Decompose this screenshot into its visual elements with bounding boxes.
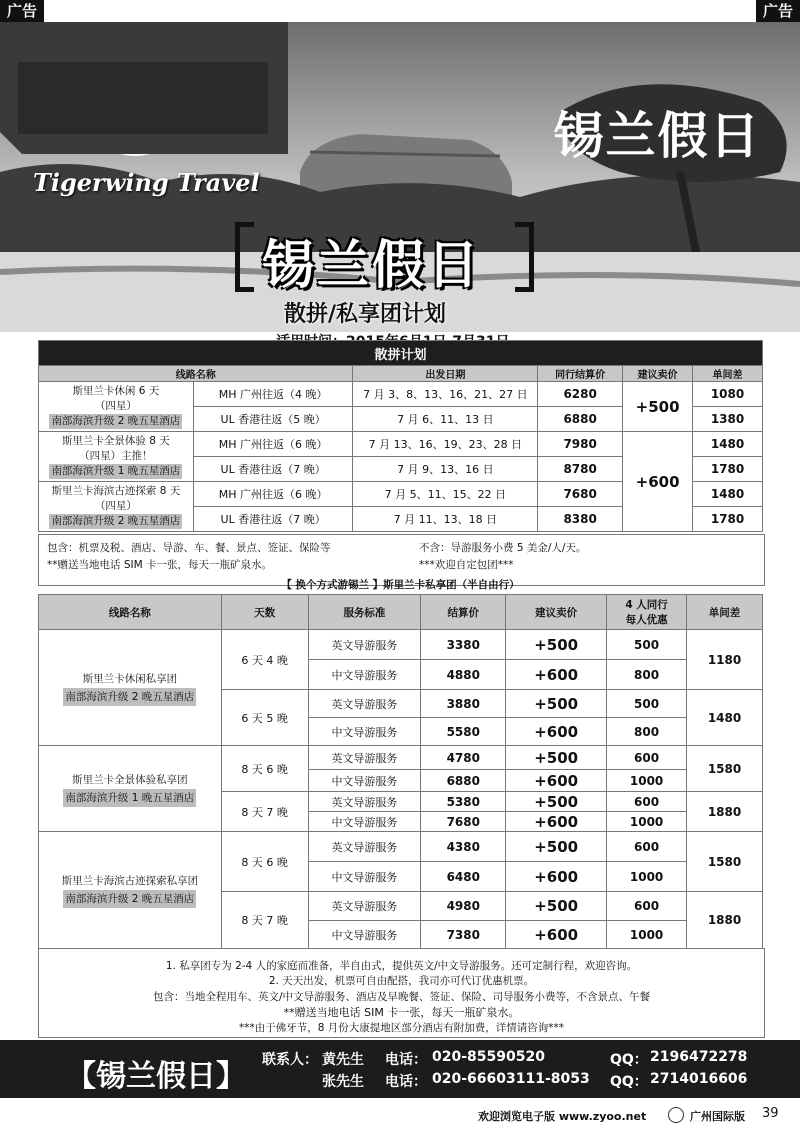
price-cell: 5580 [421, 718, 506, 746]
edition-text: 广州国际版 [690, 1110, 745, 1123]
table-row [39, 832, 763, 862]
main-title: 锡兰假日 [262, 236, 483, 296]
note-include: 包含：当地全程用车、英文/中文导游服务、酒店及早晚餐、签证、保险、司导服务小费等，不含景点、午餐 [152, 991, 651, 1003]
single-cell: 1780 [693, 507, 763, 532]
service-cell: 中文导游服务 [308, 921, 421, 949]
qq-2: 2714016606 [650, 1071, 748, 1087]
service-cell: 英文导游服务 [308, 832, 421, 862]
flight-cell: MH 广州往返（6 晚） [193, 482, 353, 507]
price-cell: 8780 [538, 457, 623, 482]
table-row [39, 746, 763, 770]
header-price: 同行结算价 [538, 366, 623, 382]
price-cell: 6480 [421, 862, 506, 892]
gift-text: **赠送当地电话 SIM 卡一张，每天一瓶矿泉水。 [47, 559, 272, 571]
flight-cell: UL 香港往返（7 晚） [193, 457, 353, 482]
table-row [39, 432, 763, 457]
exclude-text: 不含：导游服务小费 5 美金/人/天。 [419, 542, 587, 554]
price-cell: 7980 [538, 432, 623, 457]
price-cell: 7680 [538, 482, 623, 507]
markup-cell: +600 [506, 660, 607, 690]
markup-cell: +600 [506, 862, 607, 892]
ad-label-left: 广告 [0, 0, 44, 22]
note-gift: **赠送当地电话 SIM 卡一张，每天一瓶矿泉水。 [283, 1006, 520, 1019]
markup-cell: +500 [623, 382, 693, 432]
single-cell: 1480 [693, 482, 763, 507]
price-cell: 6880 [421, 770, 506, 792]
header-days: 天数 [221, 595, 308, 630]
title-banner [0, 22, 288, 154]
qq-label-1: QQ： [610, 1052, 648, 1068]
markup-cell: +500 [506, 630, 607, 660]
include-text: 包含：机票及税、酒店、导游、车、餐、景点、签证、保险等 [47, 542, 331, 554]
price-cell: 3880 [421, 690, 506, 718]
qq-1: 2196472278 [650, 1049, 748, 1065]
header-markup: 建议卖价 [506, 595, 607, 630]
markup-cell: +600 [506, 718, 607, 746]
service-cell: 英文导游服务 [308, 690, 421, 718]
phone-1: 020-85590520 [432, 1049, 545, 1065]
qq-label-2: QQ： [610, 1074, 648, 1090]
header-route: 线路名称 [39, 595, 222, 630]
discount-cell: 600 [607, 892, 687, 921]
banner-title: 锡兰假日 [553, 107, 762, 165]
price-cell: 4980 [421, 892, 506, 921]
price-cell: 8380 [538, 507, 623, 532]
markup-cell: +600 [506, 770, 607, 792]
price-cell: 4380 [421, 832, 506, 862]
date-cell: 7 月 5、11、15、22 日 [353, 482, 538, 507]
single-cell: 1180 [687, 630, 763, 690]
markup-cell: +500 [506, 690, 607, 718]
date-cell: 7 月 11、13、18 日 [353, 507, 538, 532]
route-cell: 斯里兰卡海滨古迹探索 8 天 （四星） 南部海滨升级 2 晚五星酒店 [39, 482, 194, 532]
contact-label: 联系人： [262, 1052, 318, 1068]
header-discount: 4 人同行 每人优惠 [607, 595, 687, 630]
discount-cell: 800 [607, 718, 687, 746]
note-surcharge: ***由于佛牙节，8 月份大康提地区部分酒店有附加费，详情请咨询*** [238, 1022, 565, 1034]
date-cell: 7 月 6、11、13 日 [353, 407, 538, 432]
group-plan-title: 散拼计划 [39, 341, 763, 366]
discount-cell: 600 [607, 792, 687, 812]
discount-cell: 600 [607, 746, 687, 770]
single-cell: 1480 [687, 690, 763, 746]
ad-label-right: 广告 [756, 0, 800, 22]
discount-cell: 500 [607, 630, 687, 660]
markup-cell: +500 [506, 746, 607, 770]
markup-cell: +600 [623, 432, 693, 532]
service-cell: 中文导游服务 [308, 812, 421, 832]
days-cell: 8 天 7 晚 [221, 892, 308, 949]
private-plan-notes [38, 948, 765, 1038]
welcome-text: 欢迎浏览电子版 www.zyoo.net [478, 1110, 647, 1123]
route-cell: 斯里兰卡全景体验私享团 南部海滨升级 1 晚五星酒店 [39, 746, 222, 832]
price-cell: 7680 [421, 812, 506, 832]
discount-cell: 1000 [607, 770, 687, 792]
single-cell: 1780 [693, 457, 763, 482]
header-route: 线路名称 [39, 366, 353, 382]
contact-name-2: 张先生 [322, 1074, 364, 1090]
contact-name-1: 黄先生 [322, 1052, 364, 1068]
hero-image [0, 22, 800, 332]
single-cell: 1080 [693, 382, 763, 407]
route-cell: 斯里兰卡休闲 6 天 （四星） 南部海滨升级 2 晚五星酒店 [39, 382, 194, 432]
single-cell: 1580 [687, 832, 763, 892]
route-cell: 斯里兰卡全景体验 8 天 （四星）主推！ 南部海滨升级 1 晚五星酒店 [39, 432, 194, 482]
private-plan-title: 【 换个方式游锡兰 】斯里兰卡私享团（半自由行） [281, 579, 520, 591]
subtitle: 散拼/私享团计划 [284, 302, 447, 327]
discount-cell: 500 [607, 690, 687, 718]
days-cell: 8 天 7 晚 [221, 792, 308, 832]
bracket-left [235, 222, 254, 292]
service-cell: 中文导游服务 [308, 718, 421, 746]
markup-cell: +500 [506, 892, 607, 921]
bracket-right [515, 222, 534, 292]
service-cell: 中文导游服务 [308, 770, 421, 792]
date-cell: 7 月 13、16、19、23、28 日 [353, 432, 538, 457]
discount-cell: 1000 [607, 812, 687, 832]
discount-cell: 1000 [607, 921, 687, 949]
phone-2: 020-66603111-8053 [432, 1071, 590, 1087]
contact-footer [0, 1040, 800, 1098]
header-single: 单间差 [693, 366, 763, 382]
markup-cell: +600 [506, 921, 607, 949]
markup-cell: +500 [506, 792, 607, 812]
days-cell: 8 天 6 晚 [221, 832, 308, 892]
days-cell: 8 天 6 晚 [221, 746, 308, 792]
markup-cell: +600 [506, 812, 607, 832]
header-markup: 建议卖价 [623, 366, 693, 382]
service-cell: 英文导游服务 [308, 792, 421, 812]
route-cell: 斯里兰卡休闲私享团 南部海滨升级 2 晚五星酒店 [39, 630, 222, 746]
service-cell: 英文导游服务 [308, 630, 421, 660]
flight-cell: UL 香港往返（7 晚） [193, 507, 353, 532]
table-row [39, 382, 763, 407]
edition-circle-icon [668, 1107, 684, 1123]
route-cell: 斯里兰卡海滨古迹探索私享团 南部海滨升级 2 晚五星酒店 [39, 832, 222, 949]
flight-cell: MH 广州往返（4 晚） [193, 382, 353, 407]
discount-cell: 800 [607, 660, 687, 690]
price-cell: 3380 [421, 630, 506, 660]
markup-cell: +500 [506, 832, 607, 862]
note-1: 1. 私享团专为 2-4 人的家庭而准备，半自由式，提供英文/中文导游服务。还可定制行程，欢迎咨询。 [165, 960, 638, 972]
price-cell: 4880 [421, 660, 506, 690]
price-cell: 6280 [538, 382, 623, 407]
days-cell: 6 天 4 晚 [221, 630, 308, 690]
service-cell: 英文导游服务 [308, 892, 421, 921]
service-cell: 英文导游服务 [308, 746, 421, 770]
single-cell: 1480 [693, 432, 763, 457]
phone-label-1: 电话： [385, 1052, 427, 1068]
service-cell: 中文导游服务 [308, 660, 421, 690]
header-date: 出发日期 [353, 366, 538, 382]
table-row [39, 630, 763, 660]
date-cell: 7 月 9、13、16 日 [353, 457, 538, 482]
private-plan-table [38, 594, 763, 949]
service-cell: 中文导游服务 [308, 862, 421, 892]
footer-brand: 【锡兰假日】 [66, 1059, 246, 1094]
header-service: 服务标准 [308, 595, 421, 630]
date-cell: 7 月 3、8、13、16、21、27 日 [353, 382, 538, 407]
discount-cell: 1000 [607, 862, 687, 892]
logo-text: Tigerwing Travel [33, 168, 260, 197]
flight-cell: MH 广州往返（6 晚） [193, 432, 353, 457]
price-cell: 6880 [538, 407, 623, 432]
flight-cell: UL 香港往返（5 晚） [193, 407, 353, 432]
days-cell: 6 天 5 晚 [221, 690, 308, 746]
price-cell: 5380 [421, 792, 506, 812]
group-plan-table [38, 340, 763, 532]
single-cell: 1880 [687, 792, 763, 832]
phone-label-2: 电话： [385, 1074, 427, 1090]
note-2: 2. 天天出发，机票可自由配搭，我司亦可代订优惠机票。 [268, 975, 535, 987]
single-cell: 1880 [687, 892, 763, 949]
header-single: 单间差 [687, 595, 763, 630]
single-cell: 1580 [687, 746, 763, 792]
discount-cell: 600 [607, 832, 687, 862]
custom-text: ***欢迎自定包团*** [419, 559, 514, 571]
header-price: 结算价 [421, 595, 506, 630]
price-cell: 4780 [421, 746, 506, 770]
page-number: 39 [762, 1106, 779, 1121]
single-cell: 1380 [693, 407, 763, 432]
price-cell: 7380 [421, 921, 506, 949]
